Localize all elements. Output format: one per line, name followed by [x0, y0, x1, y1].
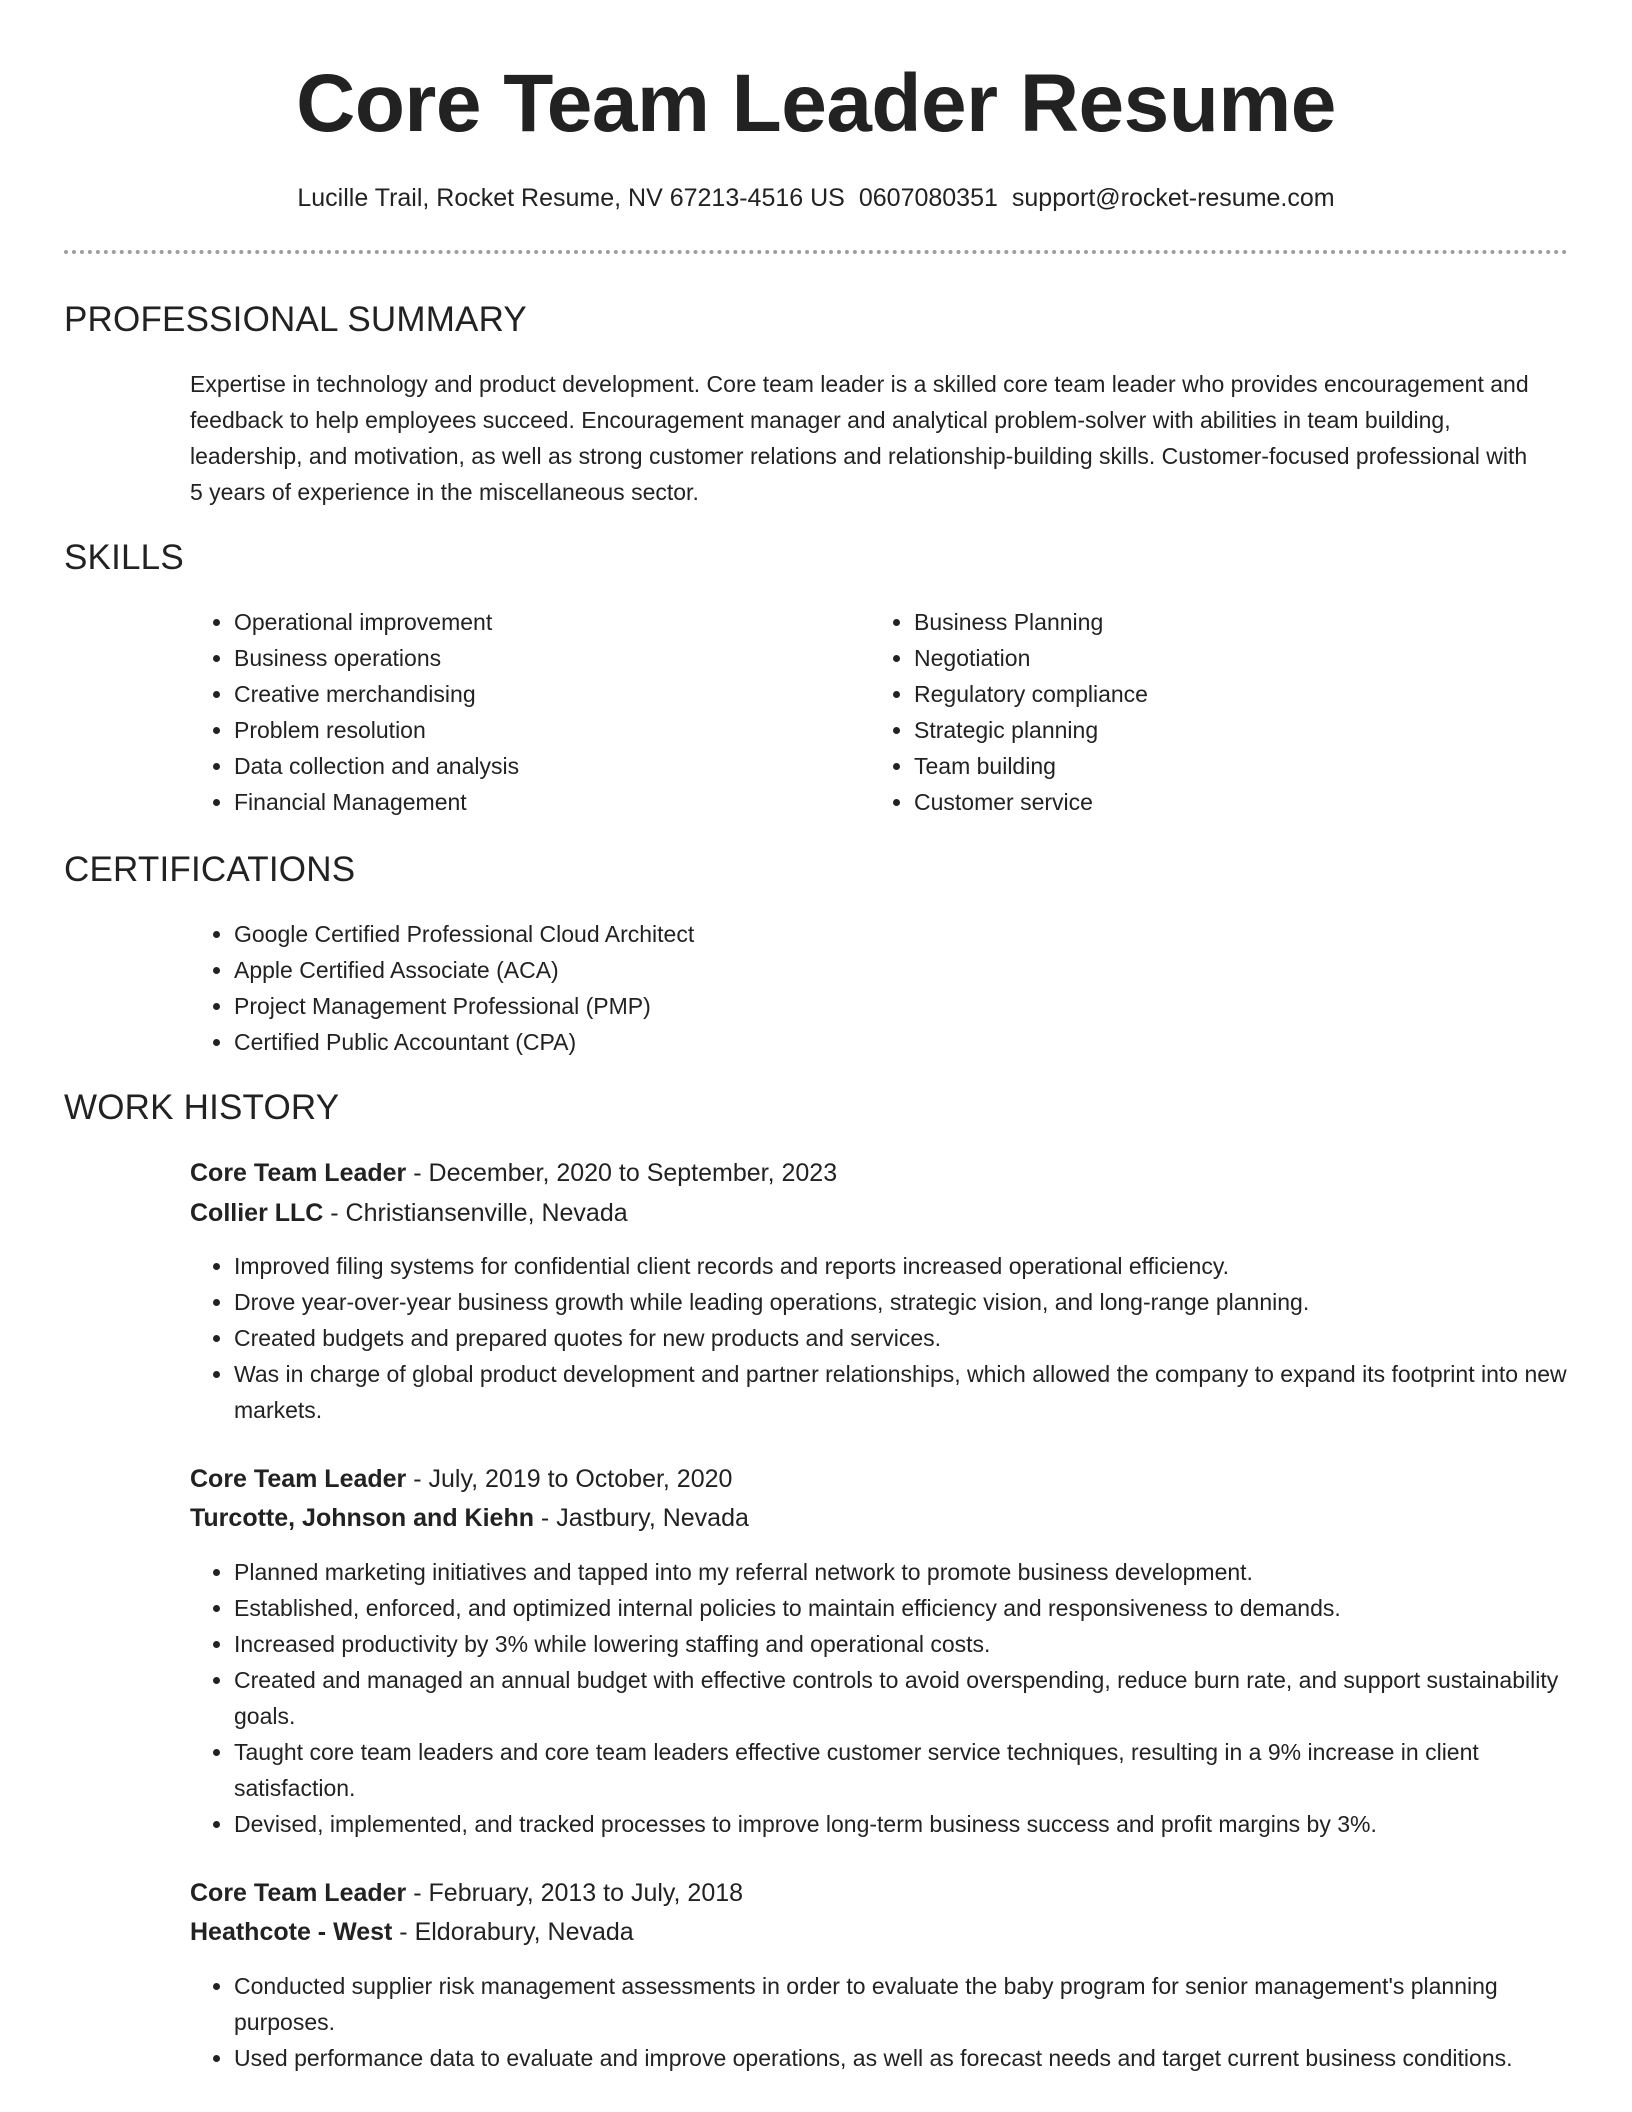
- certifications-list: [190, 916, 1574, 1060]
- skill-item: • Creative merchandising: [234, 676, 854, 712]
- job-title-line: [190, 1875, 743, 1911]
- job-company: Heathcote - West: [190, 1918, 393, 1946]
- job-company: Turcotte, Johnson and Kiehn: [190, 1504, 534, 1532]
- skill-item: • Strategic planning: [914, 712, 1534, 748]
- skills-list-right: [870, 604, 1534, 820]
- contact-email: support@rocket-resume.com: [1011, 184, 1335, 212]
- job-bullet: • Increased productivity by 3% while lowering staffing and operational costs.: [234, 1626, 1574, 1662]
- skill-item: • Financial Management: [234, 784, 854, 820]
- job-bullet: • Taught core team leaders and core team leaders effective customer service techniques, resulting in a 9% increase in client satisfaction.: [234, 1734, 1574, 1806]
- job-bullet: • Created budgets and prepared quotes for new products and services.: [234, 1320, 1574, 1356]
- skills-heading: SKILLS: [64, 538, 184, 577]
- certification-item: • Apple Certified Associate (ACA): [234, 952, 1574, 988]
- header-divider: [64, 250, 1568, 254]
- resume-title: Core Team Leader Resume: [296, 58, 1336, 149]
- skill-item: • Business operations: [234, 640, 854, 676]
- summary-heading: PROFESSIONAL SUMMARY: [64, 300, 527, 339]
- job-location: - Christiansenville, Nevada: [323, 1199, 628, 1227]
- job-bullet: • Conducted supplier risk management assessments in order to evaluate the baby program for senior management's planning purposes.: [234, 1968, 1574, 2040]
- job-company-line: [190, 1195, 628, 1231]
- certification-item: • Certified Public Accountant (CPA): [234, 1024, 1574, 1060]
- certification-item: • Project Management Professional (PMP): [234, 988, 1574, 1024]
- contact-line: [0, 181, 1632, 215]
- job-bullet: • Was in charge of global product development and partner relationships, which allowed the company to expand its footprint into new markets.: [234, 1356, 1574, 1428]
- skills-list-left: [190, 604, 854, 820]
- job-title: Core Team Leader: [190, 1159, 407, 1187]
- job-bullet: • Devised, implemented, and tracked processes to improve long-term business success and profit margins by 3%.: [234, 1806, 1574, 1842]
- job-bullets: [190, 1248, 1574, 1428]
- skill-item: • Negotiation: [914, 640, 1534, 676]
- job-title: Core Team Leader: [190, 1879, 407, 1907]
- job-company-line: [190, 1914, 634, 1950]
- job-bullet: • Used performance data to evaluate and improve operations, as well as forecast needs and target current business conditions.: [234, 2040, 1574, 2076]
- job-location: - Jastbury, Nevada: [533, 1504, 749, 1532]
- job-bullets: [190, 1554, 1574, 1842]
- skill-item: • Business Planning: [914, 604, 1534, 640]
- job-bullet: • Created and managed an annual budget with effective controls to avoid overspending, reduce burn rate, and support sustainability goals.: [234, 1662, 1574, 1734]
- work-history-heading: WORK HISTORY: [64, 1088, 340, 1127]
- job-company: Collier LLC: [190, 1199, 324, 1227]
- job-location: - Eldorabury, Nevada: [392, 1918, 634, 1946]
- contact-address: Lucille Trail, Rocket Resume, NV 67213-4516 US: [297, 184, 845, 212]
- job-bullet: • Improved filing systems for confidential client records and reports increased operational efficiency.: [234, 1248, 1574, 1284]
- job-dates: - July, 2019 to October, 2020: [406, 1465, 733, 1493]
- job-dates: - December, 2020 to September, 2023: [406, 1159, 838, 1187]
- skill-item: • Data collection and analysis: [234, 748, 854, 784]
- skill-item: • Customer service: [914, 784, 1534, 820]
- skill-item: • Regulatory compliance: [914, 676, 1534, 712]
- certifications-heading: CERTIFICATIONS: [64, 850, 356, 889]
- skill-item: • Problem resolution: [234, 712, 854, 748]
- job-title-line: [190, 1155, 837, 1191]
- contact-phone: 0607080351: [858, 184, 998, 212]
- job-company-line: [190, 1500, 749, 1536]
- summary-text: Expertise in technology and product development. Core team leader is a skilled core team leader who provides encouragement and feedback to help employees succeed. Encouragement manager and analytical problem-solver with abilities in team building, leadership, and motivation, as well as strong customer relations and relationship-building skills. Customer-focused professional with 5 years of experience in the miscellaneous sector.: [190, 371, 1529, 505]
- job-bullets: [190, 1968, 1574, 2076]
- job-title: Core Team Leader: [190, 1465, 407, 1493]
- job-dates: - February, 2013 to July, 2018: [406, 1879, 744, 1907]
- job-bullet: • Planned marketing initiatives and tapped into my referral network to promote business development.: [234, 1554, 1574, 1590]
- job-title-line: [190, 1461, 732, 1497]
- certification-item: • Google Certified Professional Cloud Architect: [234, 916, 1574, 952]
- skill-item: • Team building: [914, 748, 1534, 784]
- job-bullet: • Established, enforced, and optimized internal policies to maintain efficiency and responsiveness to demands.: [234, 1590, 1574, 1626]
- job-bullet: • Drove year-over-year business growth while leading operations, strategic vision, and long-range planning.: [234, 1284, 1574, 1320]
- skill-item: • Operational improvement: [234, 604, 854, 640]
